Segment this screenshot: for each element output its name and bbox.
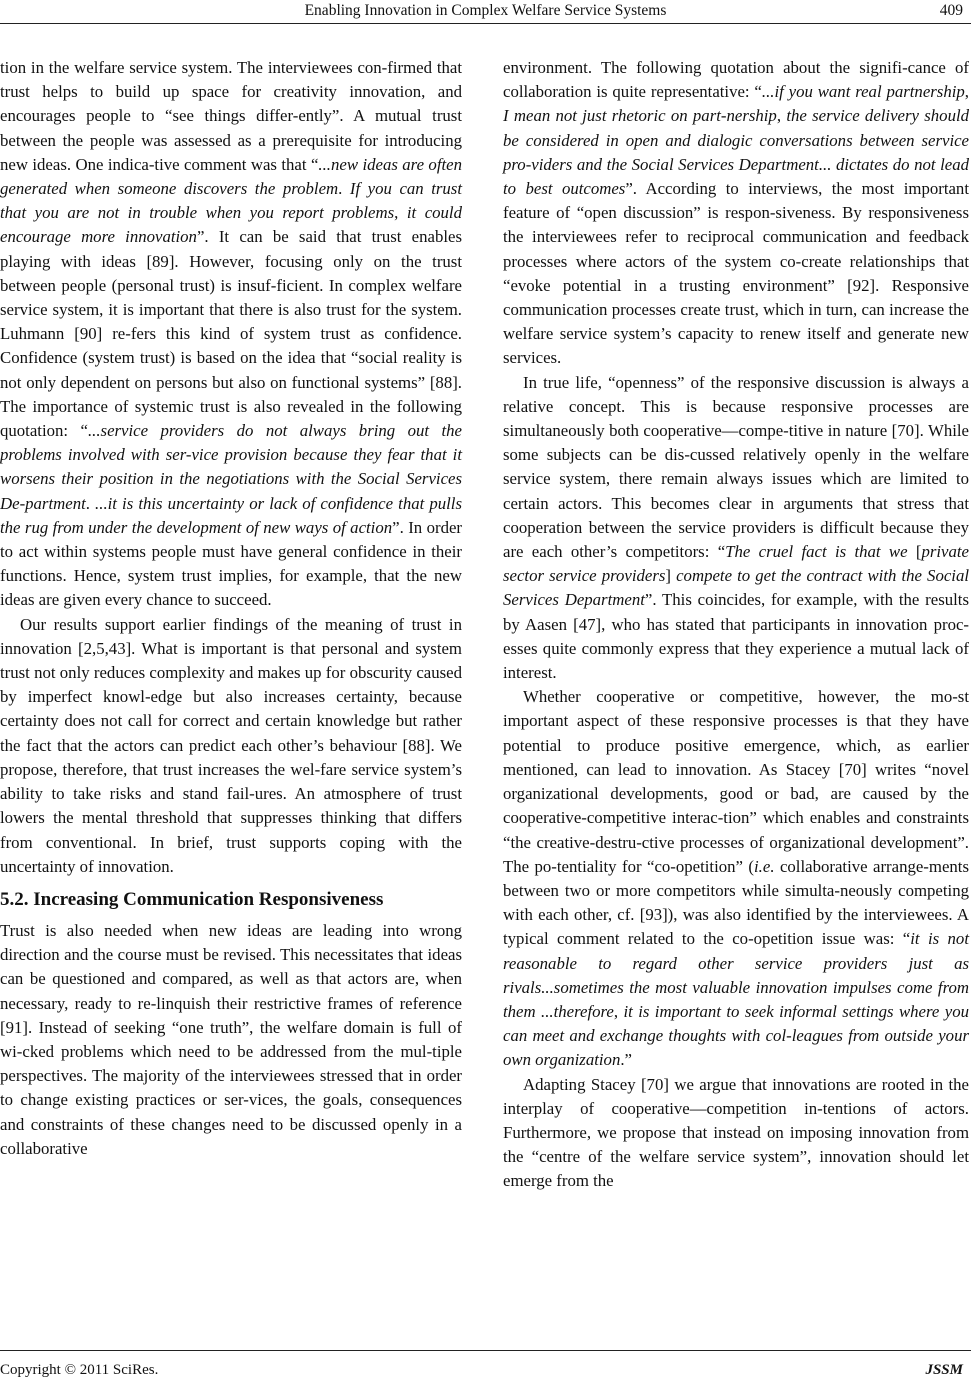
header-rule bbox=[0, 23, 971, 24]
right-column bbox=[503, 56, 969, 1194]
left-column bbox=[0, 56, 462, 1161]
page-number: 409 bbox=[939, 2, 963, 19]
page-footer bbox=[0, 1350, 971, 1386]
running-title: Enabling Innovation in Complex Welfare Service Systems bbox=[304, 2, 667, 19]
copyright-notice: Copyright © 2011 SciRes. bbox=[0, 1362, 159, 1378]
paragraph: Trust is also needed when new ideas are leading into wrong direction and the course must be revised. This necessitates that ideas can be questioned and compared, as well as that actors are, when necessary, ready to re-linquish their restrictive frames of reference [91]. Instead of seeking “one truth”, the welfare domain is full of wi-cked problems which need to be addressed from the mul-tiple perspectives. The majority of the interviewees stressed that in order to change existing practices or ser-vices, the goals, consequences and constraints of these changes need to be discussed openly in a collaborative bbox=[0, 920, 462, 1158]
paragraph: environment. The following quotation about the signifi-cance of collaboration is quite representative: “...if you want real partnership, I mean not just rhetoric on part-nership, the service delivery should be considered in open and dialogic conversations between service pro-viders and the Social Services Department... dictates do not lead to best outcomes”. According to interviews, the most important feature of “open discussion” is respon-siveness. By responsiveness the interviewees refer to reciprocal communication and feedback processes where actors of the system co-create relationships that “evoke potential in a trusting environment” [92]. Responsive communication processes create trust, which in turn, can increase the welfare service system’s capacity to renew itself and generate new services. bbox=[503, 58, 970, 368]
paragraph: In true life, “openness” of the responsive discussion is always a relative concept. This is because responsive processes are simultaneously both cooperative—compe-titive in nature [70]. While some subjects can be dis-cussed relatively openly in the welfare service system, there remain always issues which are limited to certain actors. This becomes clear in arguments that stress that cooperation between the service providers is difficult because they are each other’s competitors: “The cruel fact is that we [private sector service providers] compete to get the contract with the Social Services Department”. This coincides, for example, with the results by Aasen [47], who has stated that participants in innovation proc-esses quite commonly express that they experience a mutual lack of interest. bbox=[503, 372, 969, 683]
footer-rule bbox=[0, 1350, 971, 1351]
paragraph: tion in the welfare service system. The interviewees con-firmed that trust helps to build up space for creativity innovation, and encourages people to “see things differ-ently”. A mutual trust between the people was assessed as a prerequisite for introducing new ideas. One indica-tive comment was that “...new ideas are often generated when someone discovers the problem. If you can trust that you are not in trouble when you report problems, it could encourage more innovation”. It can be said that trust enables playing with ideas [89]. However, focusing only on the trust between people (personal trust) is insuf-ficient. In complex welfare service system, it is important that there is also trust for the system. Luhmann [90] re-fers this kind of system trust as confidence. Confidence (system trust) is based on the idea that “social reality is not only dependent on persons but also on functional systems” [88]. The importance of systemic trust is also revealed in the following quotation: “...service providers do not always bring out the problems involved with ser-vice provision because they fear that it worsens their position in the negotiations with the Social Services De-partment. ...it is this uncertainty or lack of confidence that pulls the rug from under the development of new ways of action”. In order to act within systems people must have general confidence in their functions. Hence, system trust implies, for example, that the new ideas are given every chance to succeed. bbox=[0, 58, 462, 610]
paragraph: Whether cooperative or competitive, however, the mo-st important aspect of these responsive processes is that they have potential to produce positive emergence, which, as earlier mentioned, can lead to innovation. As Stacey [70] writes “novel organizational developments, good or bad, are caused by the cooperative-competitive interac-tion” which enables and constraints “the creative-destru-ctive processes of organizational development”. The po-tentiality for “co-opetition” (i.e. collaborative arrange-ments between two or more competitors while simulta-neously competing with each other, cf. [93]), was also identified by the interviewees. A typical comment related to the co-opetition issue was: “it is not reasonable to regard other service providers just as rivals...sometimes the most valuable innovation impulses come from them ...therefore, it is important to seek informal settings where you can meet and exchange thoughts with col-leagues from outside your own organization.” bbox=[503, 687, 969, 1070]
paragraph: Our results support earlier findings of the meaning of trust in innovation [2,5,43]. What is important is that personal and system trust not only reduces complexity and makes up for obscurity caused by imperfect knowl-edge but also increases certainty, because certainty does not call for correct and certain knowledge but rather the fact that the actors can predict each other’s behaviour [88]. We propose, therefore, that trust increases the wel-fare service system’s ability to take risks and stand fail-ures. An atmosphere of trust lowers the mental threshold that suppresses thinking that differs from conventional. In brief, trust supports coping with the uncertainty of innovation. bbox=[0, 614, 462, 876]
running-header bbox=[0, 0, 971, 24]
paragraph: Adapting Stacey [70] we argue that innovations are rooted in the interplay of cooperative—competition in-tentions of actors. Furthermore, we propose that instead on imposing innovation from the “centre of the welfare service system”, innovation should let emerge from the bbox=[503, 1074, 969, 1191]
section-heading: 5.2. Increasing Communication Responsiveness bbox=[0, 888, 384, 910]
journal-abbreviation: JSSM bbox=[925, 1362, 963, 1378]
